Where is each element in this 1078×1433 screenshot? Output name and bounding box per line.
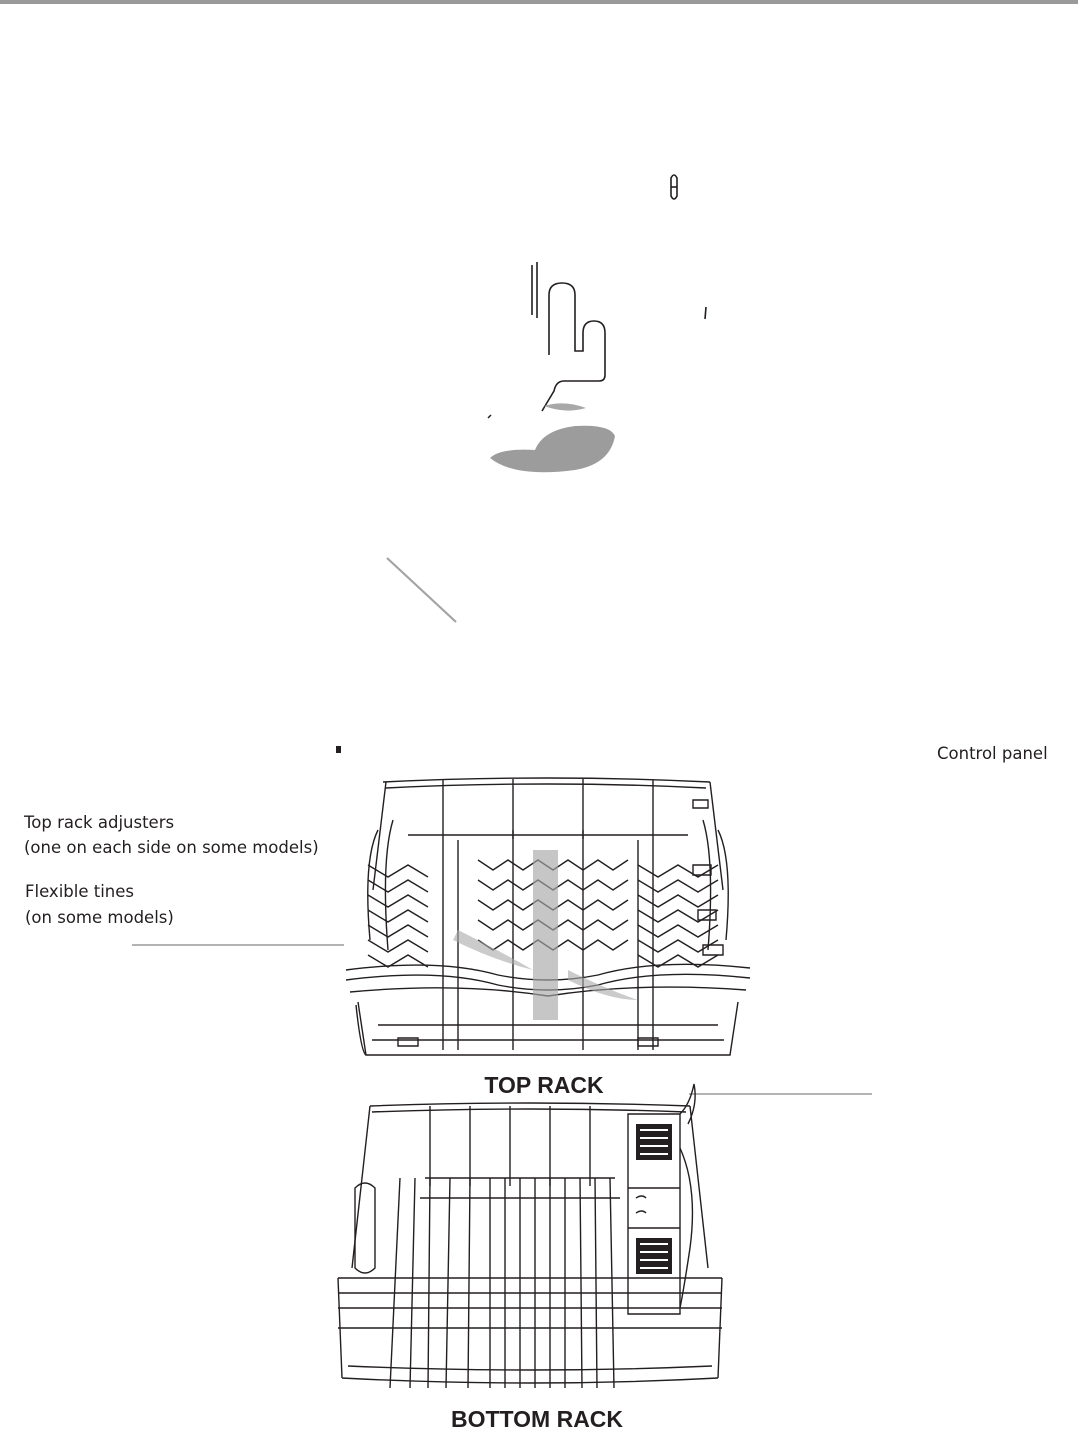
bottom-rack-title: BOTTOM RACK [450, 1406, 624, 1432]
bottom-rack-illustration [330, 1088, 730, 1408]
label-top-rack-adjusters: Top rack adjusters [24, 813, 175, 832]
label-control-panel: Control panel [937, 744, 1048, 763]
label-flexible-tines: Flexible tines [25, 882, 134, 901]
label-top-rack-adjusters-note: (one on each side on some models) [24, 838, 319, 857]
top-rack-title: TOP RACK [484, 1072, 604, 1098]
top-rack-illustration [338, 770, 758, 1080]
label-flexible-tines-note: (on some models) [25, 908, 174, 927]
